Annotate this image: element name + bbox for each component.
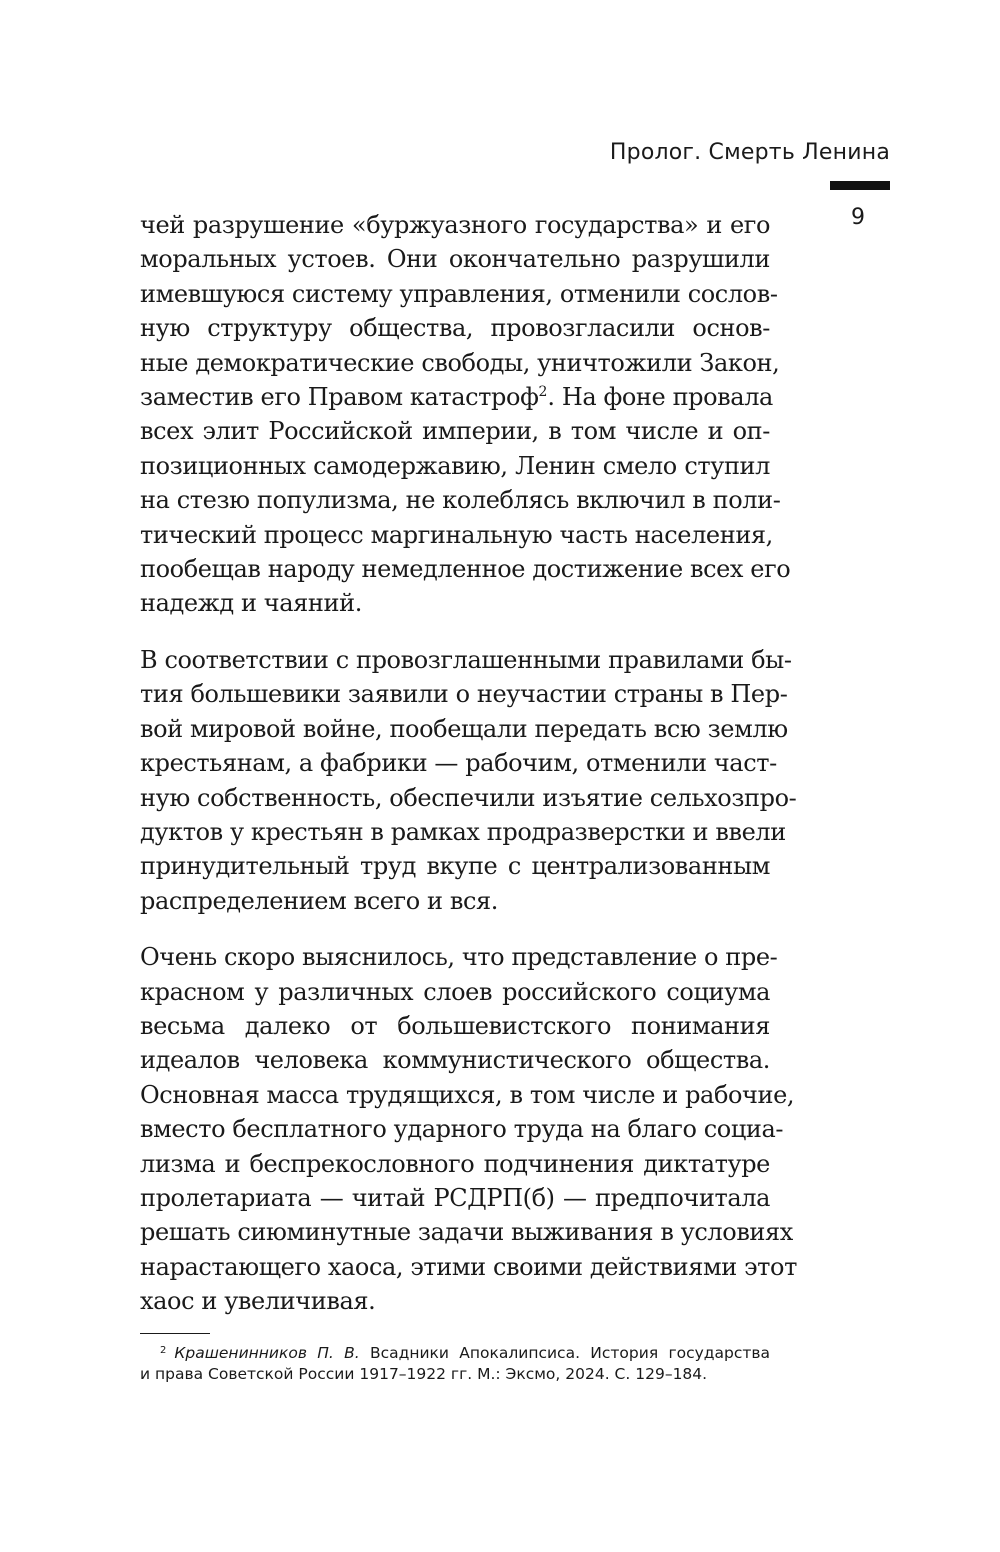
text-line: Основная масса трудящихся, в том числе и рабочие, — [140, 1080, 795, 1109]
text-line: пролетариата — читай РСДРП(б) — предпочитала — [140, 1183, 770, 1212]
text-line: принудительный труд вкупе с централизованным — [140, 852, 770, 881]
text-line: ную собственность, обеспечили изъятие сельхозпро- — [140, 783, 797, 812]
text-line: ные демократические свободы, уничтожили Закон, — [140, 348, 780, 377]
paragraph-1 — [140, 208, 791, 621]
footnote-reference[interactable]: 2 — [538, 384, 548, 401]
text-line: весьма далеко от большевистского понимания — [140, 1011, 770, 1040]
text-line: моральных устоев. Они окончательно разрушили — [140, 245, 770, 274]
text-line: решать сиюминутные задачи выживания в условиях — [140, 1218, 793, 1247]
text-line: тия большевики заявили о неучастии страны в Пер- — [140, 680, 788, 709]
footnote-line — [140, 1340, 770, 1364]
text-line: вой мировой войне, пообещали передать всю землю — [140, 714, 788, 743]
text-line: Очень скоро выяснилось, что представление о пре- — [140, 943, 778, 972]
paragraph-2 — [140, 643, 797, 918]
text-line: надежд и чаяний. — [140, 589, 362, 618]
text-line: на стезю популизма, не колеблясь включил в поли- — [140, 486, 781, 515]
text-line: ную структуру общества, провозгласили основ- — [140, 314, 770, 343]
page-marker-bar — [830, 181, 890, 190]
text-line: дуктов у крестьян в рамках продразверстки и ввели — [140, 817, 786, 846]
text-line: позиционных самодержавию, Ленин смело ступил — [140, 451, 770, 480]
text-line: лизма и беспрекословного подчинения диктатуре — [140, 1149, 770, 1178]
footnote-line: и права Советской России 1917–1922 гг. М.: Эксмо, 2024. С. 129–184. — [140, 1365, 708, 1383]
text-line: нарастающего хаоса, этими своими действиями этот — [140, 1252, 797, 1281]
text-line: всех элит Российской империи, в том числе и оп- — [140, 417, 770, 446]
text-line: идеалов человека коммунистического общества. — [140, 1046, 770, 1075]
text-line: хаос и увеличивая. — [140, 1287, 376, 1316]
text-line: вместо бесплатного ударного труда на благо социа- — [140, 1115, 784, 1144]
footnote — [140, 1340, 770, 1385]
footnote-author: Крашенинников П. В. — [174, 1344, 360, 1362]
text-line: крестьянам, а фабрики — рабочим, отменили част- — [140, 749, 777, 778]
footnote-title: Всадники Апокалипсиса. История государства — [359, 1344, 770, 1362]
main-text — [140, 208, 797, 1319]
text-line: имевшуюся систему управления, отменили сослов- — [140, 279, 778, 308]
page-number: 9 — [851, 205, 865, 230]
text-line: красном у различных слоев российского социума — [140, 977, 770, 1006]
text-line: тический процесс маргинальную часть населения, — [140, 520, 773, 549]
running-title: Пролог. Смерть Ленина — [609, 140, 890, 165]
text-line: распределением всего и вся. — [140, 886, 498, 915]
footnote-number: 2 — [160, 1345, 167, 1356]
text-line: пообещав народу немедленное достижение всех его — [140, 555, 791, 584]
footnote-divider — [140, 1333, 210, 1334]
text-line: чей разрушение «буржуазного государства» и его — [140, 211, 770, 239]
text-fragment: заместив его Правом катастроф — [140, 383, 539, 412]
text-line: В соответствии с провозглашенными правилами бы- — [140, 645, 792, 674]
text-fragment: . На фоне провала — [547, 383, 773, 412]
paragraph-3 — [140, 940, 797, 1318]
text-line-with-footnote-ref — [140, 380, 773, 414]
